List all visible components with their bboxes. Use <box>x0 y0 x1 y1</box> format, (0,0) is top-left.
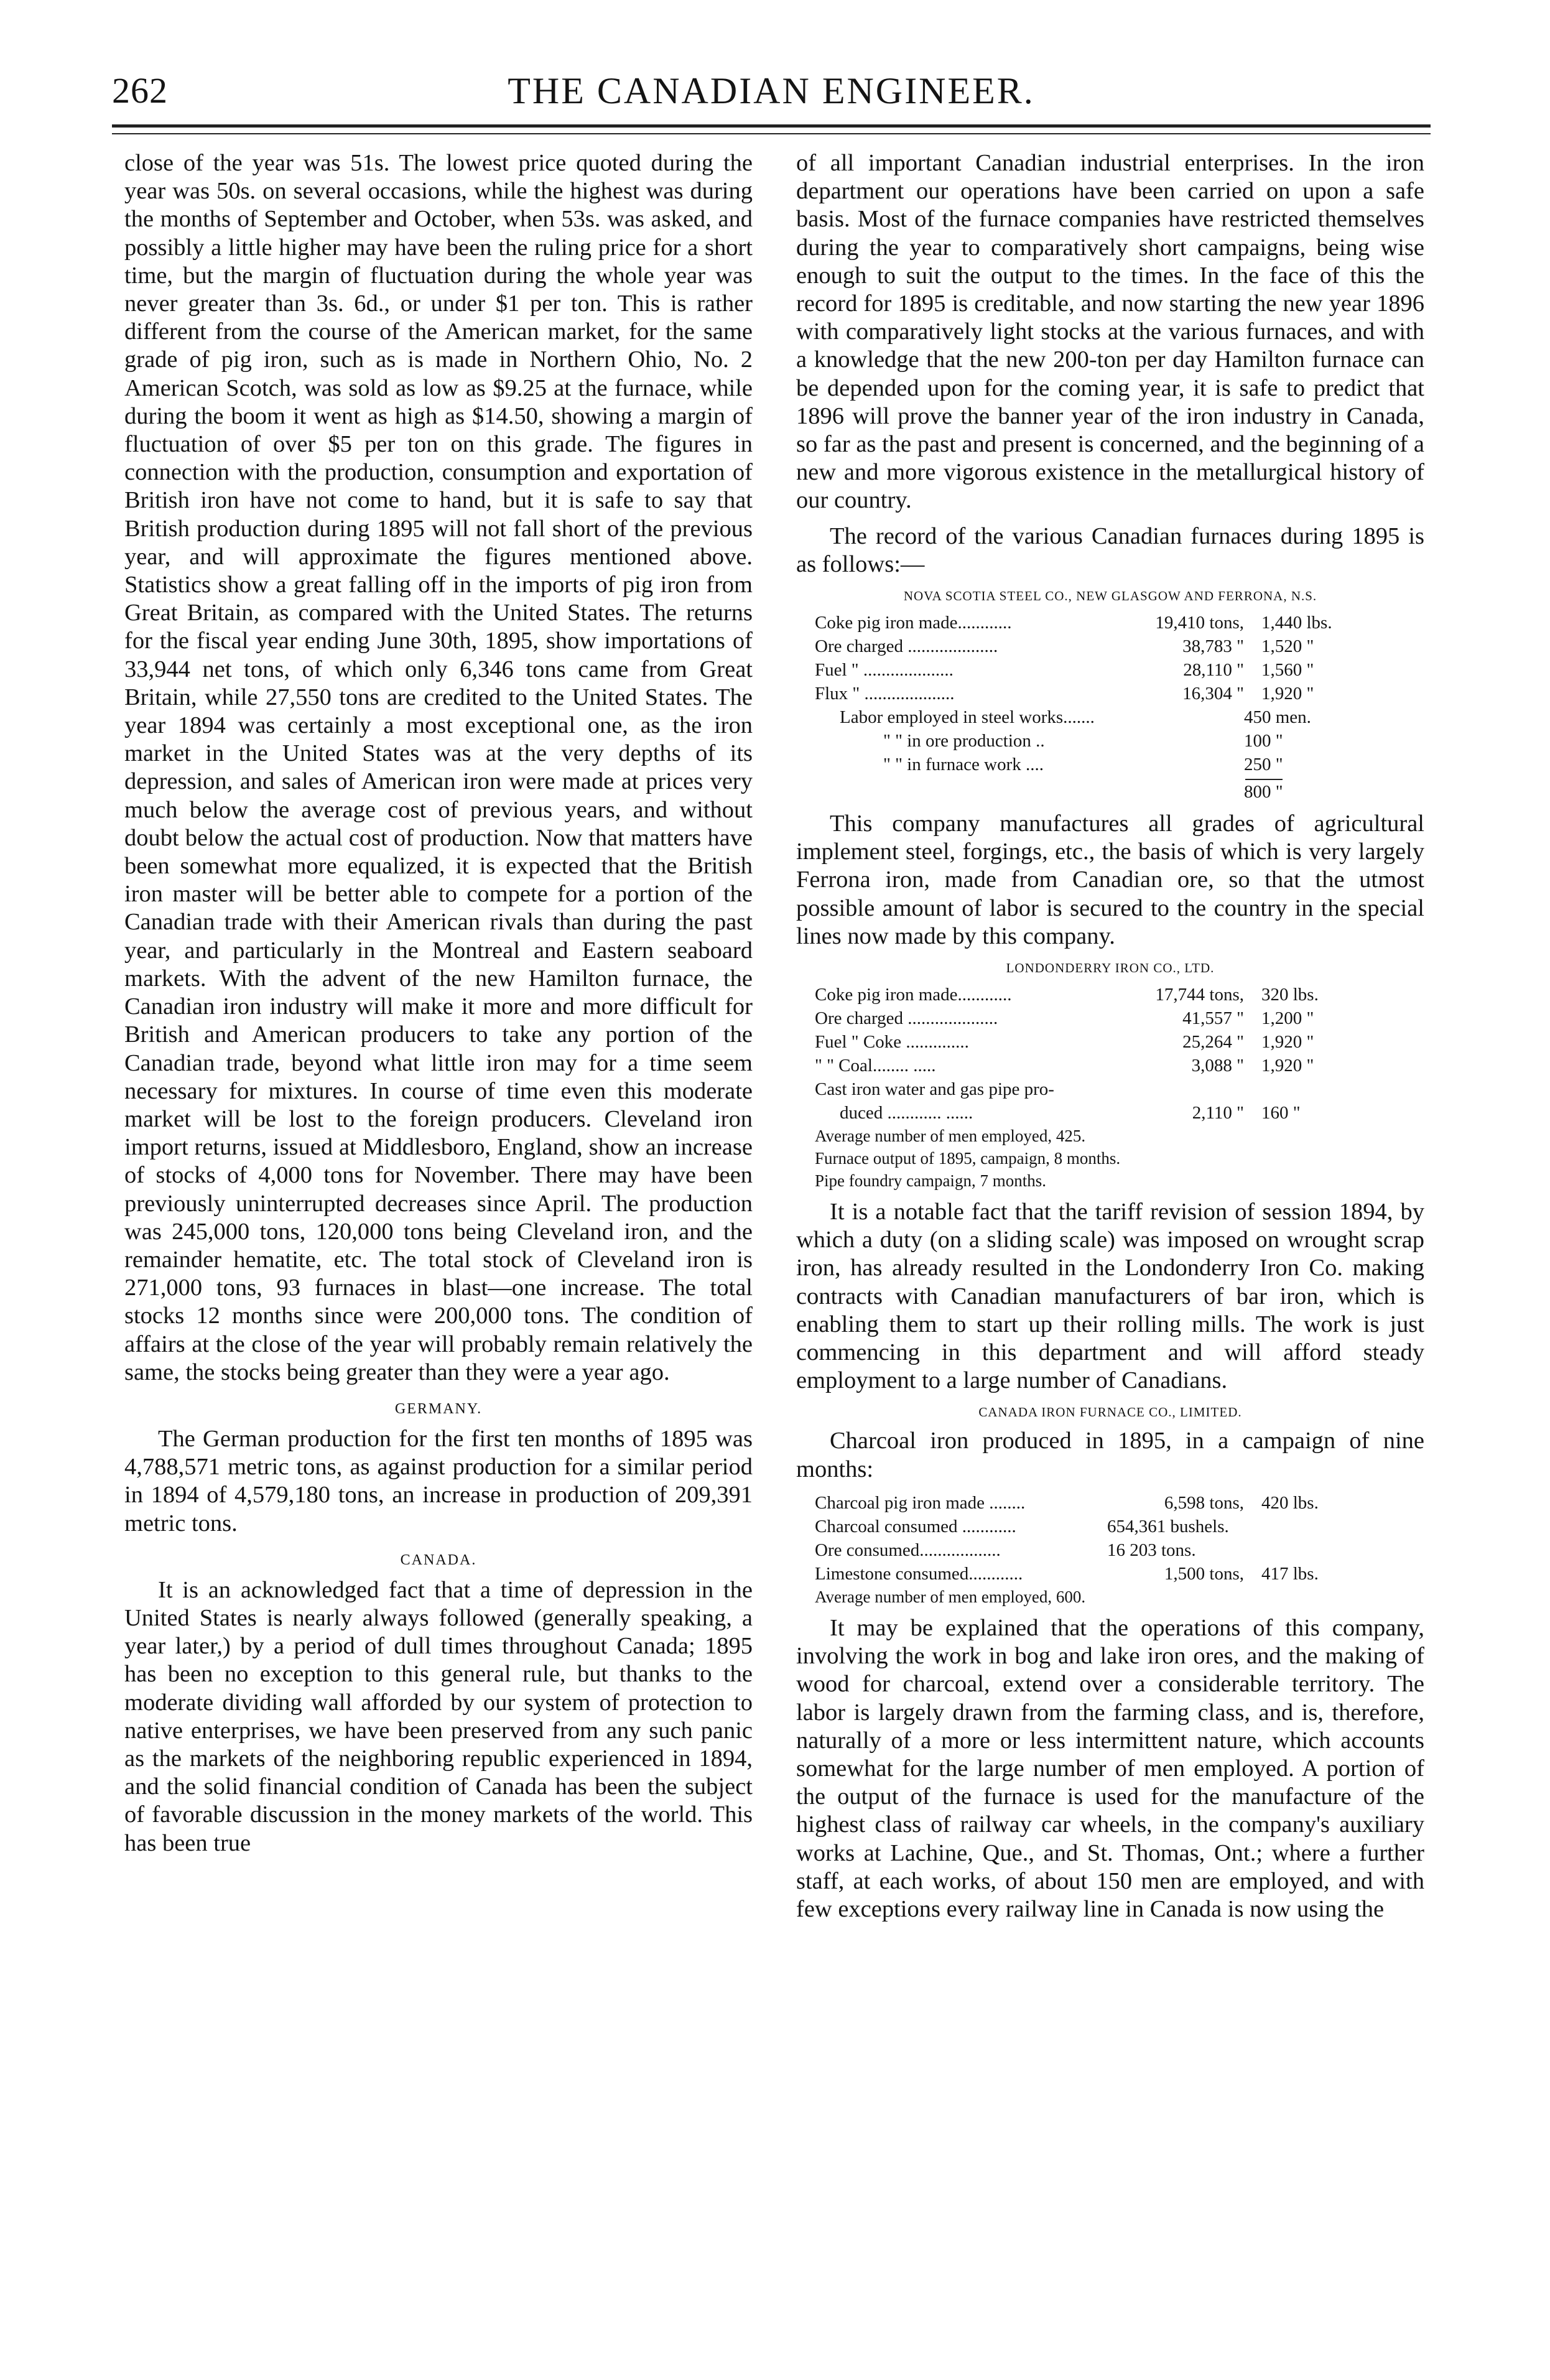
section-heading-germany: GERMANY. <box>394 1400 483 1417</box>
table-nova-scotia <box>815 611 1424 804</box>
table-row: Labor employed in steel works....... 450 men. <box>840 707 1311 728</box>
table-row: Ore charged .................... 41,557 " 1,200 " <box>815 1008 1314 1029</box>
header-rule-thick <box>112 124 1431 128</box>
table-row: Fuel " .................... 28,110 " 1,560 " <box>815 660 1314 681</box>
paragraph-company-operations: It may be explained that the operations of this company, involving the work in bog and lake iron ores, and the making of wood for charcoal, extend over a considerable territory. The labor is largely drawn from the farming class, and is, therefore, naturally of a more or less intermittent nature, which accounts somewhat for the large number of men employed. A portion of the output of the furnace is used for the manufacture of the highest class of railway car wheels, in the company's auxiliary works at Lachine, Que., and St. Thomas, Ont.; where a further staff, at each works, of about 150 men are employed, and with few exceptions every railway line in Canada is now using the <box>796 1614 1424 1922</box>
journal-title: THE CANADIAN ENGINEER. <box>508 70 1035 111</box>
table-note: Average number of men employed, 425. <box>815 1127 1086 1146</box>
table-row: Flux " .................... 16,304 " 1,920 " <box>815 684 1314 704</box>
table-row: Coke pig iron made............ 17,744 tons, 320 lbs. <box>815 985 1319 1005</box>
page-header <box>112 70 1431 119</box>
table-row: Charcoal consumed ............ 654,361 bushels. <box>815 1516 1229 1536</box>
table-row: " " Coal........ ..... 3,088 " 1,920 " <box>815 1056 1314 1076</box>
paragraph-tariff-revision: It is a notable fact that the tariff revision of session 1894, by which a duty (on a sliding scale) was imposed on wrought scrap iron, has already resulted in the Londonderry Iron Co. making contracts with Canadian manufacturers of bar iron, which is enabling them to start up their rolling mills. The work is just commencing in this department and will afford steady employment to a large number of Canadians. <box>796 1199 1424 1394</box>
paragraph-canada: It is an acknowledged fact that a time of depression in the United States is nearly always followed (generally speaking, a year later,) by a period of dull times throughout Canada; 1895 has been no exception to this general rule, but thanks to the moderate dividing wall afforded by our system of protection to native enterprises, we have been preserved from any such panic as the markets of the neighboring republic experienced in 1894, and the solid financial condition of Canada has been the subject of favorable discussion in the money markets of the world. This has been true <box>124 1576 753 1856</box>
table-londonderry <box>815 983 1424 1192</box>
table-heading-canada-iron: CANADA IRON FURNACE CO., LIMITED. <box>978 1405 1242 1420</box>
paragraph-germany: The German production for the first ten months of 1895 was 4,788,571 metric tons, as against production for a similar period in 1894 of 4,579,180 tons, an increase in production of 209,391 metric tons. <box>124 1425 753 1536</box>
table-row: Limestone consumed............ 1,500 tons, 417 lbs. <box>815 1563 1319 1584</box>
table-row: Fuel " Coke .............. 25,264 " 1,920 " <box>815 1032 1314 1053</box>
table-heading-nova-scotia: NOVA SCOTIA STEEL CO., NEW GLASGOW AND FERRONA, N.S. <box>903 588 1317 604</box>
table-note: Pipe foundry campaign, 7 months. <box>815 1171 1046 1191</box>
section-heading-canada: CANADA. <box>400 1551 477 1568</box>
left-column <box>124 149 753 1865</box>
table-row: " " in ore production .. 100 " <box>883 731 1283 751</box>
paragraph-british-market: close of the year was 51s. The lowest price quoted during the year was 50s. on several occasions, while the highest was during the months of September and October, when 53s. was asked, and possibly a little higher may have been the ruling price for a short time, but the margin of fluctuation during the whole year was never greater than 3s. 6d., or under $1 per ton. This is rather different from the course of the American market, for the same grade of pig iron, such as is made in Northern Ohio, No. 2 American Scotch, was sold as low as $9.25 at the furnace, while during the boom it went as high as $14.50, showing a margin of fluctuation of over $5 per ton on this grade. The figures in connection with the production, consumption and exportation of British iron have not come to hand, but it is safe to say that British production during 1895 will not fall short of the previous year, and will approximate the figures mentioned above. Statistics show a great falling off in the imports of pig iron from Great Britain, as compared with the United States. The returns for the fiscal year ending June 30th, 1895, show importations of 33,944 net tons, of which only 6,346 tons came from Great Britain, while 27,550 tons are credited to the United States. The year 1894 was certainly a most exceptional one, as the iron market in the United States was at the very depths of its depression, and sales of American iron were made at prices very much below the average cost of previous years, and without doubt below the actual cost of production. Now that matters have been somewhat more equalized, it is expected that the British iron master will be better able to compete for a portion of the Canadian trade with their American rivals than during the past year, and particularly in the Montreal and Eastern seaboard markets. With the advent of the new Hamilton furnace, the Canadian iron industry will make it more and more difficult for British and American producers to take any portion of the Canadian trade, beyond what little iron may for a time seem necessary for mixtures. In course of time even this moderate market will be lost to the foreign producers. Cleveland iron import returns, issued at Middlesboro, England, show an increase of stocks of 4,000 tons for November. There may have been previously uninterrupted decreases since April. The production was 245,000 tons, 120,000 tons being Cleveland iron, and the remainder hematite, etc. The total stock of Cleveland iron is 271,000 tons, 93 furnaces in blast—one increase. The total stocks 12 months since were 200,000 tons. The condition of affairs at the close of the year will probably remain relatively the same, the stocks being greater than they were a year ago. <box>124 150 753 1385</box>
table-note: Average number of men employed, 600. <box>815 1587 1086 1606</box>
paragraph-furnace-record-intro: The record of the various Canadian furnaces during 1895 is as follows:— <box>796 523 1424 577</box>
right-column <box>796 149 1424 1931</box>
header-rule-thin <box>112 133 1431 134</box>
paragraph-canadian-industry: of all important Canadian industrial enterprises. In the iron department our operations have been carried on upon a safe basis. Most of the furnace companies have restricted themselves during the year to comparatively short campaigns, being wise enough to suit the output to the times. In the face of this the record for 1895 is creditable, and now starting the new year 1896 with comparatively light stocks at the various furnaces, and with a knowledge that the new 200-ton per day Hamilton furnace can be depended upon for the coming year, it is safe to predict that 1896 will prove the banner year of the iron industry in Canada, so far as the past and present is concerned, and the beginning of a new and more vigorous existence in the metallurgical history of our country. <box>796 150 1424 514</box>
table-row-total: 800 " <box>1244 782 1283 802</box>
page-number: 262 <box>112 70 168 111</box>
table-row: duced ............ ...... 2,110 " 160 " <box>840 1103 1301 1123</box>
table-row: Ore charged .................... 38,783 " 1,520 " <box>815 636 1314 657</box>
table-canada-iron <box>815 1491 1424 1608</box>
table-heading-londonderry: LONDONDERRY IRON CO., LTD. <box>1006 960 1215 976</box>
table-row: Cast iron water and gas pipe pro- <box>815 1079 1054 1100</box>
paragraph-charcoal-intro: Charcoal iron produced in 1895, in a campaign of nine months: <box>796 1428 1424 1482</box>
table-note: Furnace output of 1895, campaign, 8 months. <box>815 1149 1121 1168</box>
table-row: Charcoal pig iron made ........ 6,598 tons, 420 lbs. <box>815 1492 1319 1513</box>
table-row: Coke pig iron made............ 19,410 tons, 1,440 lbs. <box>815 613 1332 633</box>
paragraph-nova-scotia-products: This company manufactures all grades of agricultural implement steel, forgings, etc., the basis of which is very largely Ferrona iron, made from Canadian ore, so that the utmost possible amount of labor is secured to the country in the special lines now made by this company. <box>796 811 1424 949</box>
table-row: Ore consumed.................. 16 203 tons. <box>815 1540 1196 1560</box>
table-row: " " in furnace work .... 250 " <box>883 755 1283 775</box>
